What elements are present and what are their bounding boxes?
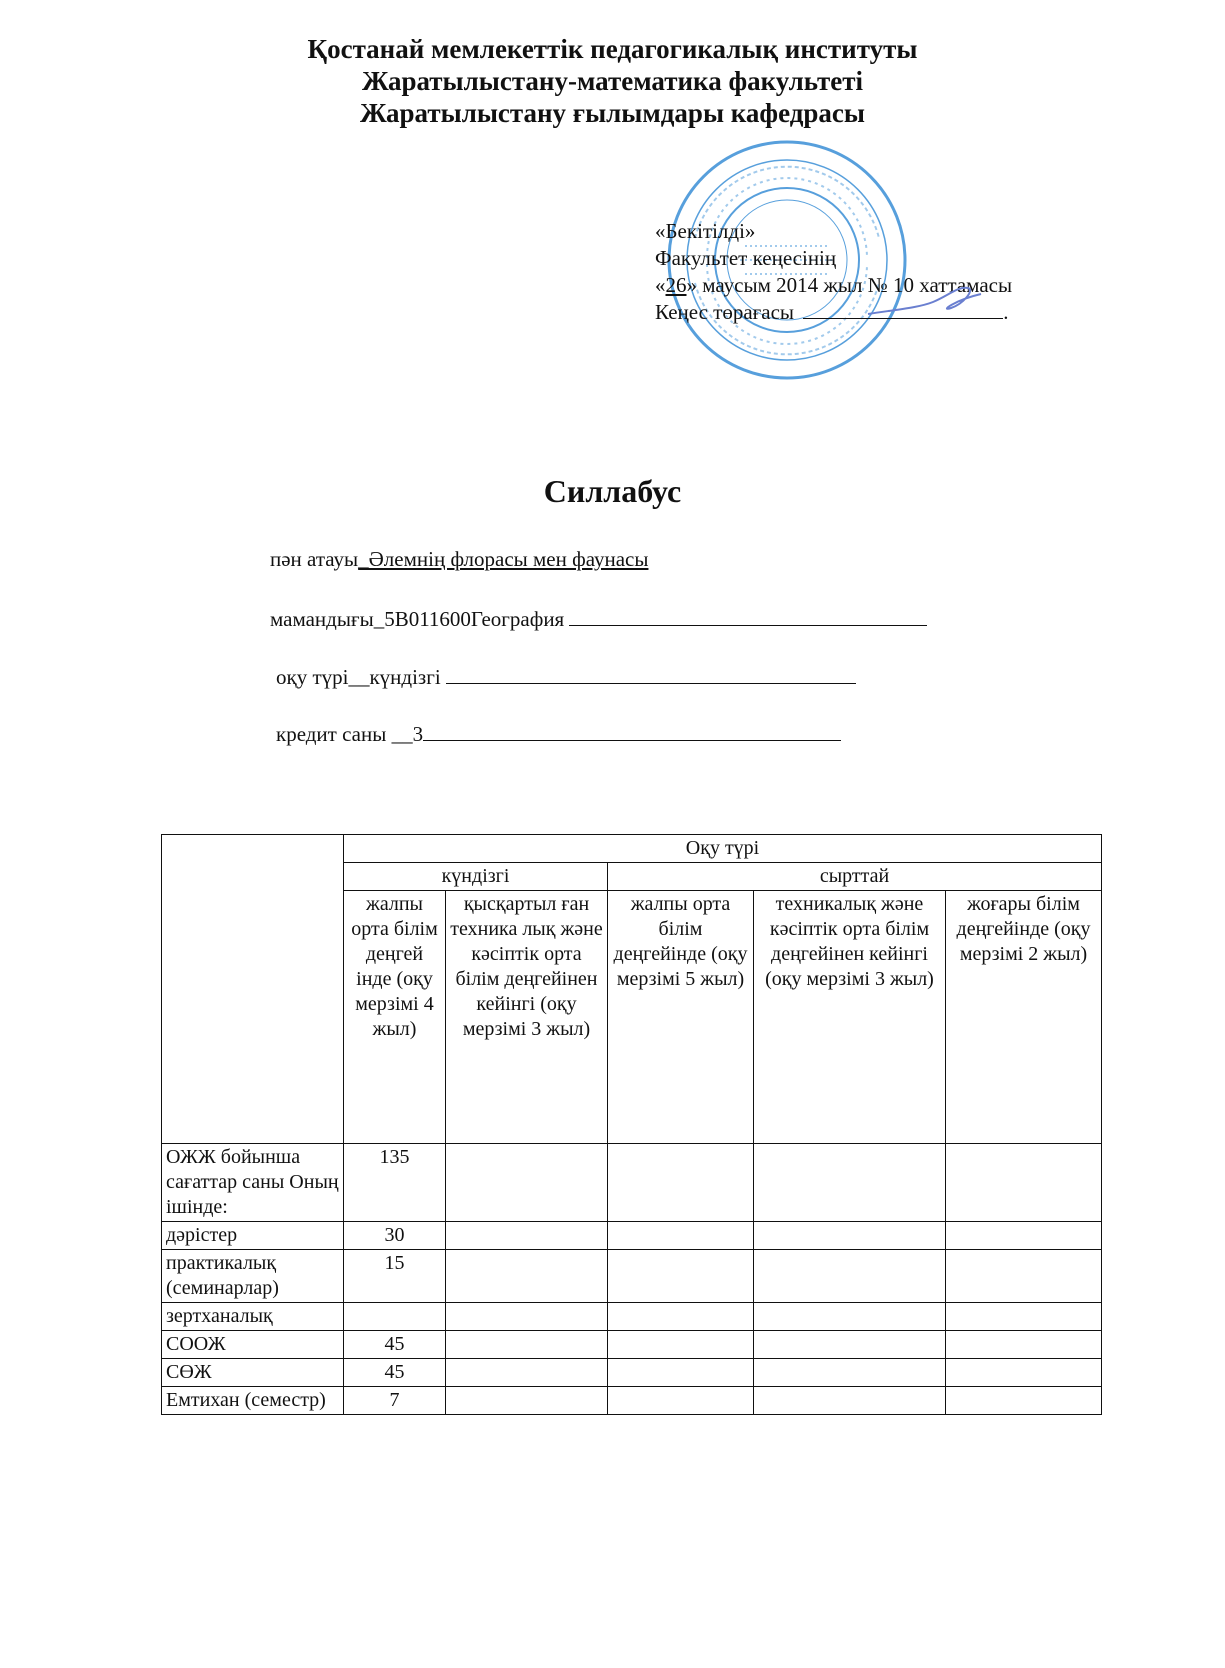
institution-header bbox=[0, 33, 1225, 129]
approval-block bbox=[655, 218, 1012, 326]
table-header-row bbox=[162, 835, 1102, 863]
study-form-fill-line bbox=[446, 663, 856, 684]
row-value: 7 bbox=[344, 1387, 446, 1415]
chair-label: Кеңес төрағасы bbox=[655, 300, 795, 324]
row-value: 30 bbox=[344, 1222, 446, 1250]
fulltime-header: күндізгі bbox=[344, 863, 608, 891]
column-header: қысқартыл ған техника лық және кәсіптік орта білім деңгейінен кейінгі (оқу мерзімі 3 жыл) bbox=[446, 891, 608, 1144]
row-value bbox=[344, 1303, 446, 1331]
row-value: 135 bbox=[344, 1144, 446, 1222]
table-row bbox=[162, 1387, 1102, 1415]
signature-mark bbox=[863, 280, 993, 320]
protocol-line: «26» маусым 2014 жыл № 10 хаттамасы bbox=[655, 273, 1013, 297]
specialty-label: мамандығы_5В011600География bbox=[270, 607, 565, 631]
specialty-field bbox=[270, 605, 927, 632]
credits-fill-line bbox=[423, 720, 841, 741]
council-label: Факультет кеңесінің bbox=[655, 246, 837, 270]
column-header: жалпы орта білім деңгей інде (оқу мерзімі 4 жыл) bbox=[344, 891, 446, 1144]
credits-label: кредит саны __3 bbox=[276, 722, 424, 746]
table-row bbox=[162, 1303, 1102, 1331]
table-row bbox=[162, 1250, 1102, 1303]
credits-field bbox=[276, 720, 841, 747]
faculty-name: Жаратылыстану-математика факультеті bbox=[361, 66, 864, 96]
study-form-header: Оқу түрі bbox=[344, 835, 1102, 863]
row-label: практикалық (семинарлар) bbox=[162, 1250, 344, 1303]
specialty-fill-line bbox=[569, 605, 927, 626]
table-row bbox=[162, 1144, 1102, 1222]
hours-table bbox=[161, 834, 1102, 1415]
row-value: 45 bbox=[344, 1331, 446, 1359]
chair-line: Кеңес төрағасы . bbox=[655, 299, 1012, 326]
table-row bbox=[162, 1222, 1102, 1250]
row-label: дәрістер bbox=[162, 1222, 344, 1250]
signature-line bbox=[803, 300, 1003, 319]
column-header: жоғары білім деңгейінде (оқу мерзімі 2 жыл) bbox=[946, 891, 1102, 1144]
row-label: СӨЖ bbox=[162, 1359, 344, 1387]
subject-label: пән атауы bbox=[270, 547, 359, 571]
study-form-label: оқу түрі__күндізгі bbox=[276, 665, 441, 689]
study-form-field bbox=[276, 663, 856, 690]
protocol-day: 26 bbox=[665, 273, 687, 297]
column-header: жалпы орта білім деңгейінде (оқу мерзімі 5 жыл) bbox=[608, 891, 754, 1144]
approved-label: «Бекітілді» bbox=[655, 219, 756, 243]
row-label: СООЖ bbox=[162, 1331, 344, 1359]
row-label: зертханалық bbox=[162, 1303, 344, 1331]
table-row bbox=[162, 1359, 1102, 1387]
table-corner-cell bbox=[162, 835, 344, 1144]
column-header: техникалық және кәсіптік орта білім деңгейінен кейінгі (оқу мерзімі 3 жыл) bbox=[754, 891, 946, 1144]
institution-name: Қостанай мемлекеттік педагогикалық институты bbox=[307, 34, 918, 64]
subject-value: _Әлемнің флорасы мен фаунасы bbox=[358, 547, 649, 571]
department-name: Жаратылыстану ғылымдары кафедрасы bbox=[360, 98, 865, 128]
row-label: ОЖЖ бойынша сағаттар саны Оның ішінде: bbox=[162, 1144, 344, 1222]
document-title: Силлабус bbox=[543, 473, 682, 509]
subject-field bbox=[270, 547, 648, 572]
row-value: 15 bbox=[344, 1250, 446, 1303]
row-label: Емтихан (семестр) bbox=[162, 1387, 344, 1415]
row-value: 45 bbox=[344, 1359, 446, 1387]
table-row bbox=[162, 1331, 1102, 1359]
extramural-header: сырттай bbox=[608, 863, 1102, 891]
